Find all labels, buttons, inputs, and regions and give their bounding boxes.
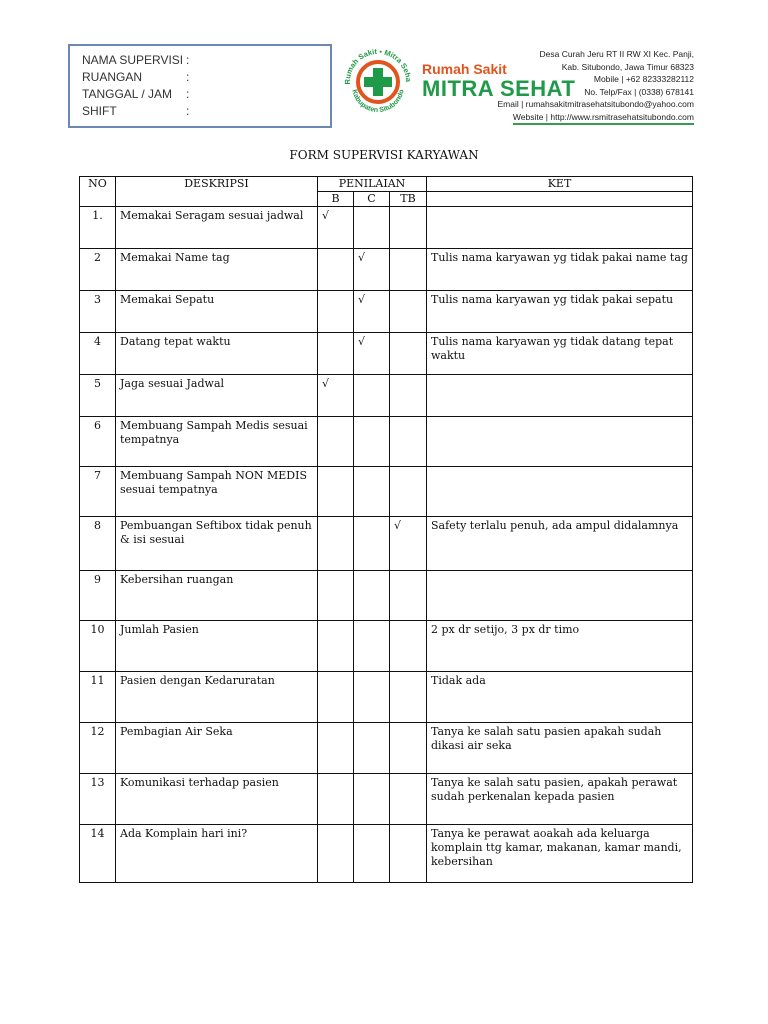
row-description: Memakai Name tag <box>116 249 318 291</box>
row-number: 14 <box>80 825 116 883</box>
subheader-c: C <box>354 192 390 207</box>
supervision-table <box>79 176 693 883</box>
row-number: 8 <box>80 517 116 571</box>
row-number: 7 <box>80 467 116 517</box>
row-number: 4 <box>80 333 116 375</box>
table-row <box>80 207 693 249</box>
row-description: Kebersihan ruangan <box>116 571 318 621</box>
check-mark-icon: √ <box>322 377 330 390</box>
row-description: Komunikasi terhadap pasien <box>116 774 318 825</box>
rating-cell-b[interactable] <box>318 571 354 621</box>
row-notes[interactable] <box>427 417 693 467</box>
table-header-row <box>80 177 693 192</box>
rating-cell-c[interactable] <box>354 621 390 672</box>
header-no: NO <box>80 177 116 207</box>
rating-cell-b[interactable] <box>318 517 354 571</box>
brand-subtitle: Rumah Sakit <box>422 61 507 77</box>
row-notes[interactable] <box>427 207 693 249</box>
rating-cell-tb[interactable] <box>390 672 427 723</box>
rating-cell-b[interactable] <box>318 417 354 467</box>
address-line: Desa Curah Jeru RT II RW XI Kec. Panji, <box>539 49 694 59</box>
info-row-room <box>82 69 330 86</box>
info-label: SHIFT <box>82 104 117 118</box>
rating-cell-c[interactable] <box>354 207 390 249</box>
rating-cell-tb[interactable] <box>390 825 427 883</box>
rating-cell-b[interactable] <box>318 375 354 417</box>
website-link[interactable]: Website | http://www.rsmitrasehatsitubondo.com <box>513 111 694 126</box>
address-line: Email | rumahsakitmitrasehatsitubondo@yahoo.com <box>497 99 694 109</box>
rating-cell-b[interactable] <box>318 672 354 723</box>
rating-cell-tb[interactable] <box>390 571 427 621</box>
info-label: RUANGAN <box>82 70 143 84</box>
rating-cell-b[interactable] <box>318 333 354 375</box>
table-row <box>80 723 693 774</box>
check-mark-icon: √ <box>358 293 366 306</box>
row-notes[interactable]: Tidak ada <box>427 672 693 723</box>
rating-cell-tb[interactable] <box>390 517 427 571</box>
rating-cell-b[interactable] <box>318 774 354 825</box>
rating-cell-b[interactable] <box>318 825 354 883</box>
table-row <box>80 672 693 723</box>
subheader-ket-empty <box>427 192 693 207</box>
table-row <box>80 467 693 517</box>
row-notes[interactable]: Tanya ke perawat aoakah ada keluarga komplain ttg kamar, makanan, kamar mandi, kebersihan <box>427 825 693 883</box>
brand-name: MITRA SEHAT <box>422 76 576 101</box>
row-description: Jaga sesuai Jadwal <box>116 375 318 417</box>
rating-cell-c[interactable] <box>354 571 390 621</box>
header-penilaian: PENILAIAN <box>318 177 427 192</box>
table-row <box>80 571 693 621</box>
rating-cell-b[interactable] <box>318 723 354 774</box>
row-number: 5 <box>80 375 116 417</box>
rating-cell-tb[interactable] <box>390 249 427 291</box>
check-mark-icon: √ <box>358 335 366 348</box>
row-description: Datang tepat waktu <box>116 333 318 375</box>
row-description: Memakai Sepatu <box>116 291 318 333</box>
row-description: Ada Komplain hari ini? <box>116 825 318 883</box>
rating-cell-c[interactable] <box>354 291 390 333</box>
rating-cell-tb[interactable] <box>390 723 427 774</box>
form-title: FORM SUPERVISI KARYAWAN <box>289 148 479 162</box>
table-row <box>80 774 693 825</box>
rating-cell-b[interactable] <box>318 207 354 249</box>
row-notes[interactable] <box>427 467 693 517</box>
rating-cell-tb[interactable] <box>390 467 427 517</box>
rating-cell-b[interactable] <box>318 467 354 517</box>
table-row <box>80 333 693 375</box>
address-line: Mobile | +62 82333282112 <box>593 74 694 84</box>
row-number: 2 <box>80 249 116 291</box>
table-row <box>80 249 693 291</box>
rating-cell-b[interactable] <box>318 621 354 672</box>
row-number: 12 <box>80 723 116 774</box>
logo-ring-bottom-text: Kabupaten Situbondo <box>350 88 406 115</box>
table-row <box>80 621 693 672</box>
row-notes[interactable]: Safety terlalu penuh, ada ampul didalamnya <box>427 517 693 571</box>
row-notes[interactable]: Tanya ke salah satu pasien apakah sudah dikasi air seka <box>427 723 693 774</box>
rating-cell-tb[interactable] <box>390 333 427 375</box>
logo-ring-top-text: Rumah Sakit • Mitra Seha <box>342 47 414 85</box>
row-number: 3 <box>80 291 116 333</box>
header-ket: KET <box>427 177 693 192</box>
row-description: Memakai Seragam sesuai jadwal <box>116 207 318 249</box>
row-description: Pembagian Air Seka <box>116 723 318 774</box>
rating-cell-c[interactable] <box>354 517 390 571</box>
supervisor-info-box <box>68 44 332 128</box>
rating-cell-tb[interactable] <box>390 291 427 333</box>
row-description: Membuang Sampah NON MEDIS sesuai tempatnya <box>116 467 318 517</box>
row-description: Pasien dengan Kedaruratan <box>116 672 318 723</box>
info-colon: : <box>186 53 190 67</box>
rating-cell-c[interactable] <box>354 333 390 375</box>
info-row-shift <box>82 103 330 120</box>
info-colon: : <box>186 87 190 101</box>
row-notes[interactable] <box>427 375 693 417</box>
table-row <box>80 825 693 883</box>
rating-cell-c[interactable] <box>354 249 390 291</box>
address-line: Kab. Situbondo, Jawa Timur 68323 <box>561 61 694 72</box>
rating-cell-tb[interactable] <box>390 375 427 417</box>
table-row <box>80 417 693 467</box>
rating-cell-c[interactable] <box>354 723 390 774</box>
row-notes[interactable]: Tanya ke salah satu pasien, apakah perawat sudah perkenalan kepada pasien <box>427 774 693 825</box>
subheader-b: B <box>318 192 354 207</box>
rating-cell-c[interactable] <box>354 672 390 723</box>
row-number: 1. <box>80 207 116 249</box>
rating-cell-c[interactable] <box>354 825 390 883</box>
subheader-tb: TB <box>390 192 427 207</box>
row-number: 10 <box>80 621 116 672</box>
info-row-date-time <box>82 86 330 103</box>
rating-cell-b[interactable] <box>318 249 354 291</box>
info-colon: : <box>186 70 190 84</box>
row-notes[interactable]: Tulis nama karyawan yg tidak datang tepat waktu <box>427 333 693 375</box>
rating-cell-c[interactable] <box>354 375 390 417</box>
row-description: Membuang Sampah Medis sesuai tempatnya <box>116 417 318 467</box>
table-row <box>80 517 693 571</box>
header-deskripsi: DESKRIPSI <box>116 177 318 207</box>
hospital-address <box>474 48 694 125</box>
row-number: 6 <box>80 417 116 467</box>
rating-cell-c[interactable] <box>354 467 390 517</box>
table-row <box>80 375 693 417</box>
check-mark-icon: √ <box>394 519 402 532</box>
row-number: 13 <box>80 774 116 825</box>
rating-cell-tb[interactable] <box>390 417 427 467</box>
row-description: Pembuangan Seftibox tidak penuh & isi sesuai <box>116 517 318 571</box>
rating-cell-tb[interactable] <box>390 774 427 825</box>
check-mark-icon: √ <box>322 209 330 222</box>
row-number: 11 <box>80 672 116 723</box>
row-number: 9 <box>80 571 116 621</box>
info-label: TANGGAL / JAM <box>82 87 173 101</box>
hospital-logo-icon <box>340 44 416 120</box>
info-row-supervisor <box>82 52 330 69</box>
rating-cell-tb[interactable] <box>390 621 427 672</box>
row-notes[interactable]: Tulis nama karyawan yg tidak pakai name tag <box>427 249 693 291</box>
table-row <box>80 291 693 333</box>
row-notes[interactable] <box>427 571 693 621</box>
rating-cell-tb[interactable] <box>390 207 427 249</box>
address-line: No. Telp/Fax | (0338) 678141 <box>584 86 694 97</box>
row-notes[interactable]: Tulis nama karyawan yg tidak pakai sepatu <box>427 291 693 333</box>
rating-cell-c[interactable] <box>354 417 390 467</box>
rating-cell-c[interactable] <box>354 774 390 825</box>
info-label: NAMA SUPERVISI <box>82 53 184 67</box>
check-mark-icon: √ <box>358 251 366 264</box>
info-colon: : <box>186 104 190 118</box>
row-description: Jumlah Pasien <box>116 621 318 672</box>
row-notes[interactable]: 2 px dr setijo, 3 px dr timo <box>427 621 693 672</box>
rating-cell-b[interactable] <box>318 291 354 333</box>
